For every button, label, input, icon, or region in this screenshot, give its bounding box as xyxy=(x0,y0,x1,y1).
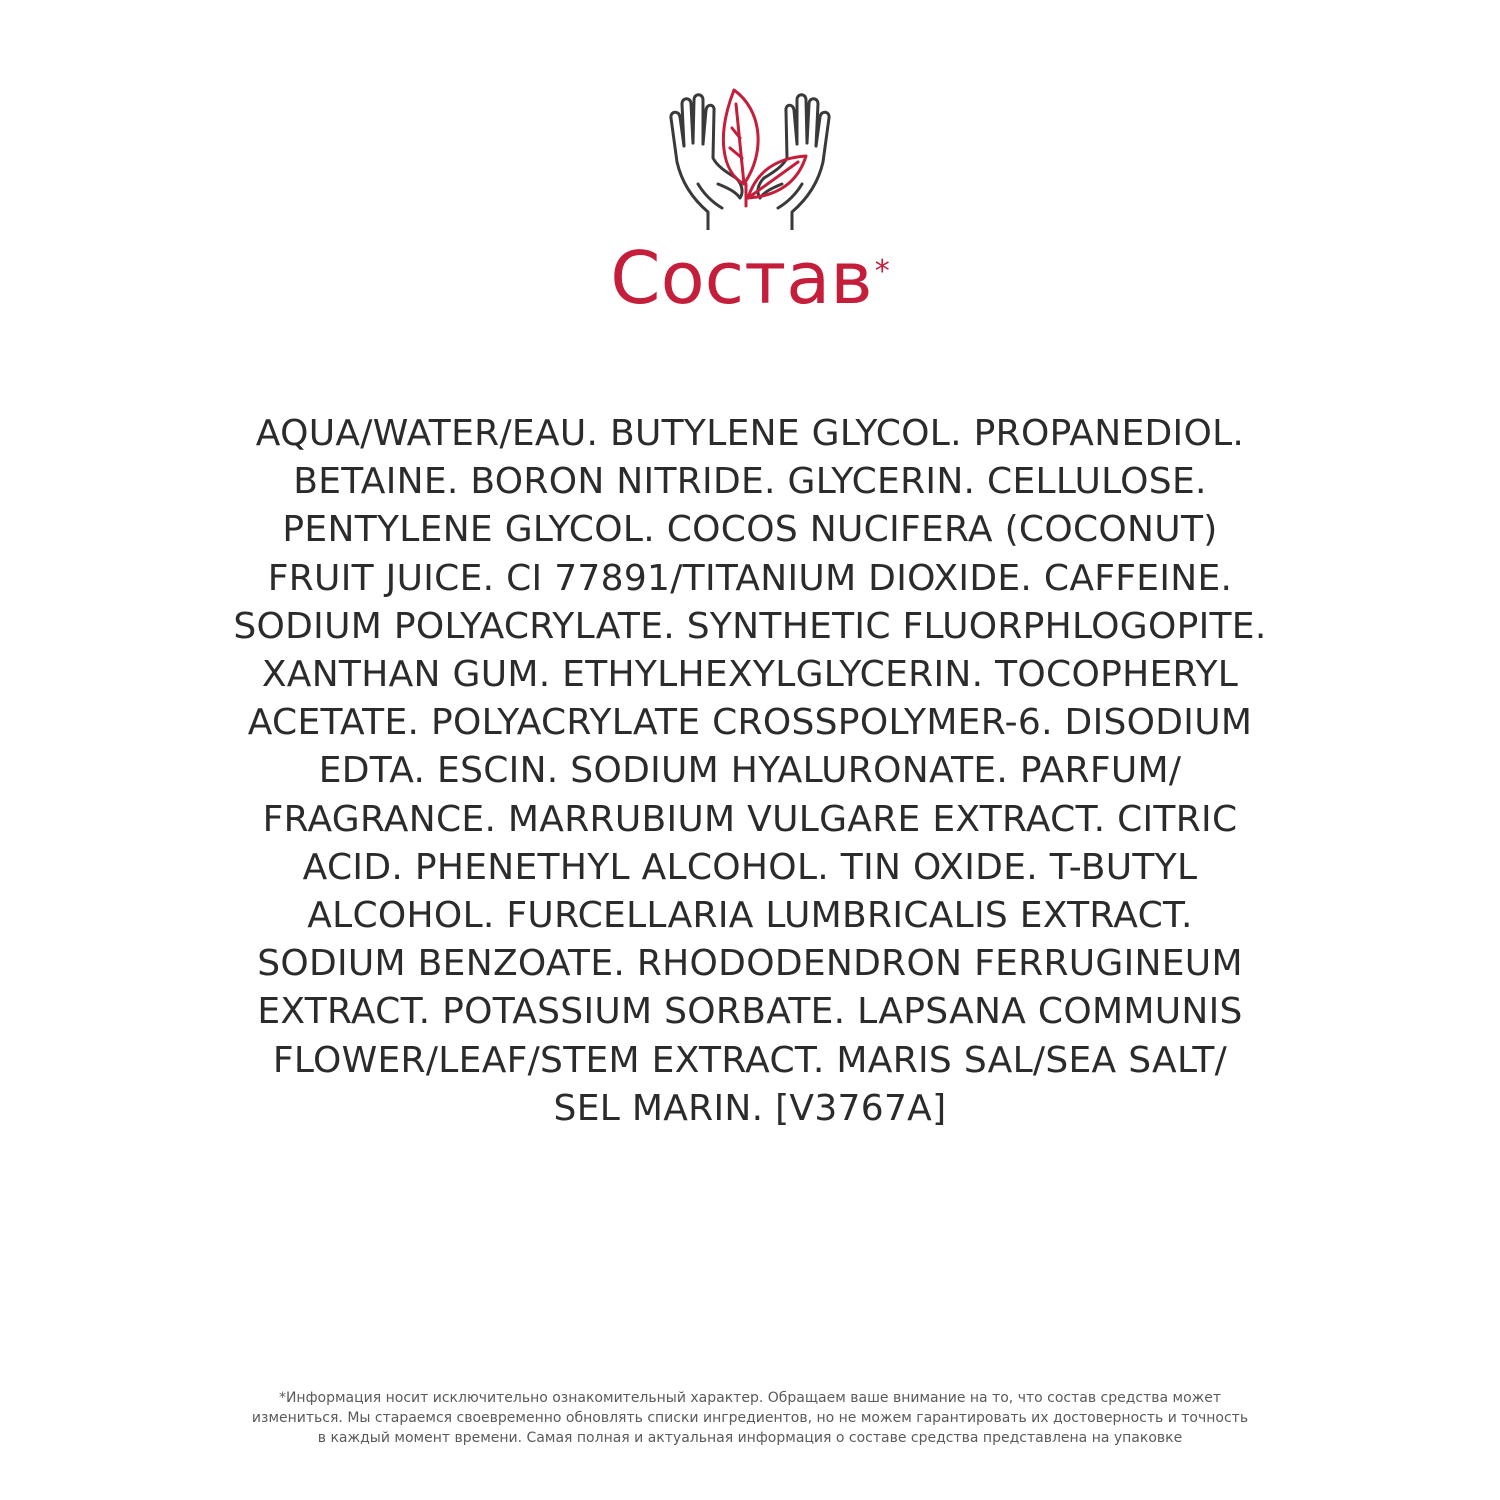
ingredients-line: BETAINE. BORON NITRIDE. GLYCERIN. CELLULOSE. xyxy=(293,461,1207,503)
hands-with-leaves-icon xyxy=(660,88,840,230)
ingredients-line: EDTA. ESCIN. SODIUM HYALURONATE. PARFUM/ xyxy=(318,750,1182,792)
page-title-text: Состав xyxy=(610,236,873,320)
ingredients-list xyxy=(150,410,1350,1133)
footnote-asterisk: * xyxy=(874,254,890,289)
ingredients-line: ACID. PHENETHYL ALCOHOL. TIN OXIDE. T-BUTYL xyxy=(302,846,1198,888)
disclaimer-line: *Информация носит исключительно ознакомительный характер. Обращаем ваше внимание на то, что состав средства может xyxy=(278,1390,1222,1406)
ingredients-line: ALCOHOL. FURCELLARIA LUMBRICALIS EXTRACT. xyxy=(307,895,1193,937)
ingredients-line: SODIUM POLYACRYLATE. SYNTHETIC FLUORPHLOGOPITE. xyxy=(233,605,1267,647)
ingredients-line: AQUA/WATER/EAU. BUTYLENE GLYCOL. PROPANEDIOL. xyxy=(255,413,1245,454)
disclaimer-note xyxy=(150,1388,1350,1448)
disclaimer-line: в каждый момент времени. Самая полная и актуальная информация о составе средства представлена на упаковке xyxy=(317,1430,1183,1446)
left-hand-icon xyxy=(671,95,742,230)
ingredients-line: FRAGRANCE. MARRUBIUM VULGARE EXTRACT. CITRIC xyxy=(262,798,1238,840)
ingredients-line: SODIUM BENZOATE. RHODODENDRON FERRUGINEUM xyxy=(257,943,1243,985)
ingredients-line: ACETATE. POLYACRYLATE CROSSPOLYMER-6. DISODIUM xyxy=(247,702,1253,744)
ingredients-line: XANTHAN GUM. ETHYLHEXYLGLYCERIN. TOCOPHERYL xyxy=(261,654,1239,696)
ingredients-line: SEL MARIN. [V3767A] xyxy=(553,1087,947,1129)
ingredients-line: FLOWER/LEAF/STEM EXTRACT. MARIS SAL/SEA SALT/ xyxy=(272,1039,1228,1081)
disclaimer-line: измениться. Мы стараемся своевременно обновлять списки ингредиентов, но не можем гарантировать их достоверность и точность xyxy=(251,1410,1249,1426)
ingredients-line: FRUIT JUICE. CI 77891/TITANIUM DIOXIDE. CAFFEINE. xyxy=(267,557,1233,599)
ingredients-line: PENTYLENE GLYCOL. COCOS NUCIFERA (COCONUT) xyxy=(282,509,1218,551)
ingredients-line: EXTRACT. POTASSIUM SORBATE. LAPSANA COMMUNIS xyxy=(257,991,1243,1033)
right-hand-icon xyxy=(758,95,829,230)
page-title xyxy=(0,236,1500,320)
